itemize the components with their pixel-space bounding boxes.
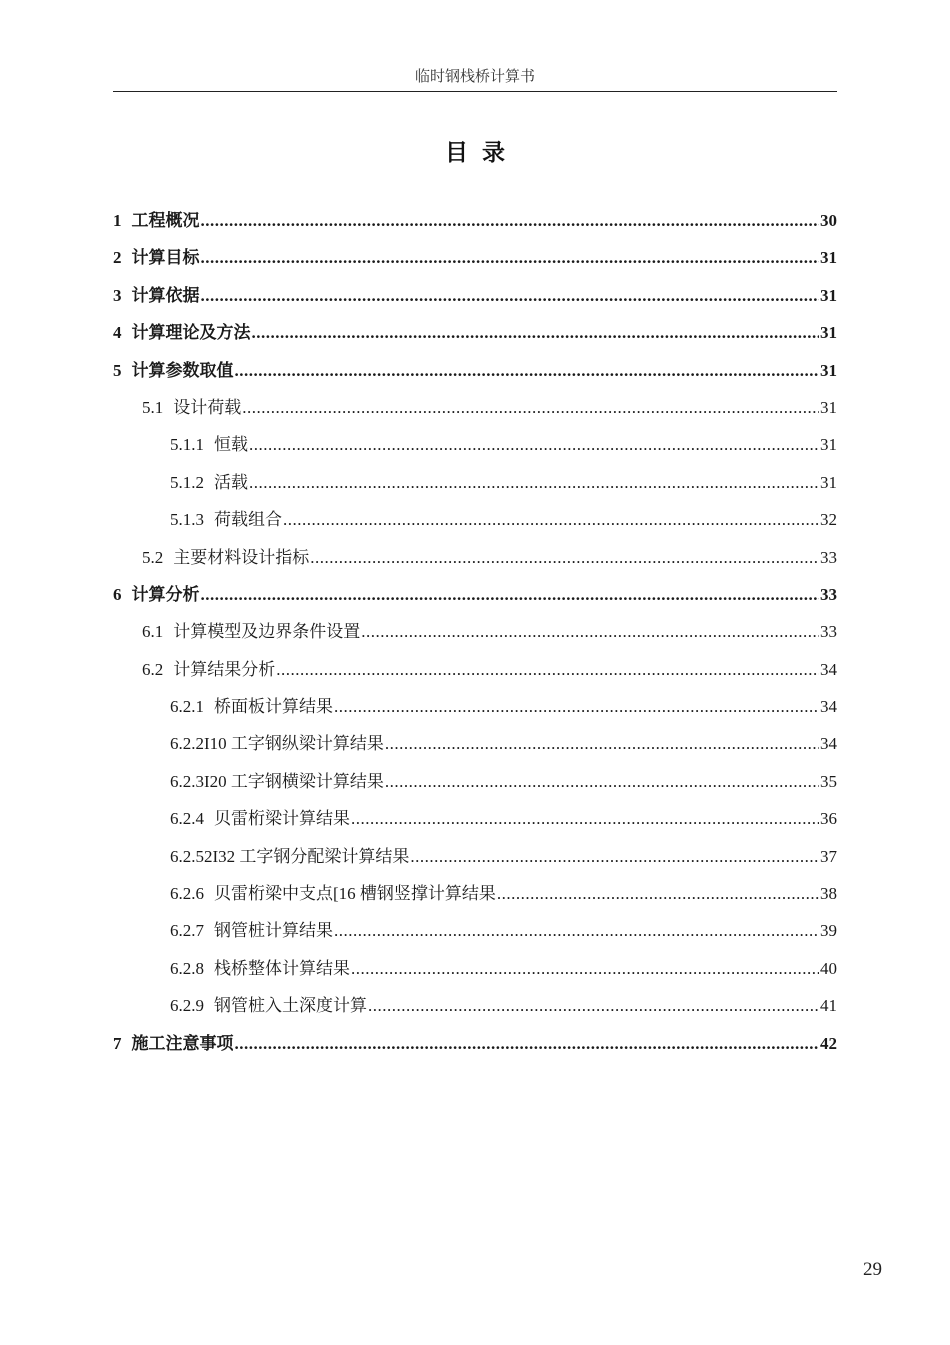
toc-dot-leader <box>361 613 819 650</box>
toc-entry-page: 34 <box>820 697 837 717</box>
toc-entry-number: 5.2 <box>142 547 164 567</box>
toc-dot-leader <box>242 389 819 426</box>
toc-entry-number: 6.2.8 <box>170 958 204 978</box>
toc-entry-page: 34 <box>820 659 837 679</box>
toc-entry-number: 5.1.3 <box>170 510 204 530</box>
toc-entry-title: 计算理论及方法 <box>131 323 251 343</box>
toc-entry-number: 1 <box>113 211 122 230</box>
toc-dot-leader <box>201 202 820 239</box>
toc-dot-leader <box>351 950 819 987</box>
toc-dot-leader <box>334 688 819 725</box>
toc-entry[interactable] <box>113 426 837 463</box>
toc-entry-page: 37 <box>820 846 837 866</box>
toc-dot-leader <box>276 651 819 688</box>
toc-entry[interactable] <box>113 987 837 1024</box>
toc-entry[interactable] <box>113 950 837 987</box>
toc-entry-page: 31 <box>820 248 837 268</box>
toc-entry[interactable] <box>113 352 837 389</box>
toc-entry[interactable] <box>113 277 837 314</box>
toc-entry-number: 2 <box>113 248 122 268</box>
toc-entry-title: 栈桥整体计算结果 <box>214 958 350 978</box>
toc-dot-leader <box>497 875 819 912</box>
toc-entry-title: 设计荷载 <box>173 397 242 417</box>
toc-dot-leader <box>235 352 820 389</box>
toc-entry-title: 计算目标 <box>131 248 200 268</box>
toc-entry-title: 主要材料设计指标 <box>173 547 310 567</box>
toc-entry-title: 计算分析 <box>131 584 200 604</box>
toc-dot-leader <box>310 539 819 576</box>
toc-entry-page: 36 <box>820 809 837 829</box>
toc-entry[interactable] <box>113 202 837 239</box>
toc-entry-page: 34 <box>820 734 837 754</box>
toc-entry-title: 贝雷桁梁计算结果 <box>214 809 350 829</box>
toc-dot-leader <box>283 501 819 538</box>
toc-entry-number: 6 <box>113 584 122 604</box>
toc-entry-page: 31 <box>820 435 837 455</box>
toc-entry-page: 31 <box>820 472 837 492</box>
page-number: 29 <box>863 1259 882 1280</box>
toc-dot-leader <box>334 912 819 949</box>
toc-dot-leader <box>249 464 819 501</box>
toc-entry-number: 5.1.2 <box>170 472 204 492</box>
toc-dot-leader <box>201 277 820 314</box>
toc-entry-page: 33 <box>820 547 837 567</box>
toc-entry-page: 42 <box>820 1033 837 1053</box>
toc-entry-number: 6.2 <box>142 659 164 679</box>
toc-entry[interactable] <box>113 389 837 426</box>
toc-entry-number: 6.2.7 <box>170 921 204 941</box>
toc-title: 目录 <box>445 140 519 165</box>
toc-entry-number: 6.1 <box>142 622 164 642</box>
toc-entry-page: 31 <box>820 397 837 417</box>
toc-entry-title: I20 工字钢横梁计算结果 <box>204 771 384 791</box>
toc-entry-title: 活载 <box>214 472 248 492</box>
toc-entry-page: 39 <box>820 921 837 941</box>
toc-entry-number: 5 <box>113 360 122 380</box>
toc-entry-number: 6.2.4 <box>170 809 204 829</box>
toc-entry[interactable] <box>113 576 837 613</box>
toc-entry[interactable] <box>113 688 837 725</box>
toc-entry-number: 6.2.1 <box>170 697 204 717</box>
toc-entry[interactable] <box>113 613 837 650</box>
toc-entry-page: 31 <box>820 360 837 380</box>
toc-entry-page: 33 <box>820 622 837 642</box>
toc-entry-title: 钢管桩入土深度计算 <box>214 996 367 1016</box>
toc-dot-leader <box>249 426 819 463</box>
toc-entry-page: 31 <box>820 323 837 343</box>
toc-entry-title: 计算参数取值 <box>131 360 234 380</box>
toc-dot-leader <box>252 314 820 351</box>
toc-entry-title: 钢管桩计算结果 <box>214 921 333 941</box>
toc-entry-title: 施工注意事项 <box>131 1033 234 1053</box>
toc-entry-page: 41 <box>820 996 837 1016</box>
toc-entry-title: 计算模型及边界条件设置 <box>173 622 361 642</box>
toc-entry-number: 6.2.5 <box>170 846 204 866</box>
toc-entry[interactable] <box>113 314 837 351</box>
toc-entry-page: 30 <box>820 211 837 230</box>
toc-entry-title: 恒载 <box>214 435 248 455</box>
toc-entry-title: 荷载组合 <box>214 510 282 530</box>
toc-entry-number: 3 <box>113 285 122 305</box>
toc-entry-number: 5.1.1 <box>170 435 204 455</box>
toc-dot-leader <box>385 763 819 800</box>
running-header <box>113 66 837 92</box>
toc-entry-title: 工程概况 <box>131 211 200 230</box>
toc-entry-title: 2I32 工字钢分配梁计算结果 <box>204 846 410 866</box>
toc-entry[interactable] <box>113 651 837 688</box>
toc-entry[interactable] <box>113 800 837 837</box>
toc-dot-leader <box>385 725 819 762</box>
toc-entry[interactable] <box>113 464 837 501</box>
toc-entry-title: 计算依据 <box>131 285 200 305</box>
toc-entry[interactable] <box>113 838 837 875</box>
toc-entry-page: 40 <box>820 958 837 978</box>
toc-entry[interactable] <box>113 763 837 800</box>
toc-entry-number: 6.2.3 <box>170 771 204 791</box>
toc-entry-title: 贝雷桁梁中支点[16 槽钢竖撑计算结果 <box>214 884 496 904</box>
toc-entry[interactable] <box>113 875 837 912</box>
toc-dot-leader <box>201 576 820 613</box>
toc-list <box>113 202 837 1062</box>
toc-entry[interactable] <box>113 539 837 576</box>
toc-entry-number: 6.2.2 <box>170 734 204 754</box>
toc-entry[interactable] <box>113 1025 837 1062</box>
toc-entry-number: 5.1 <box>142 397 164 417</box>
toc-dot-leader <box>201 239 820 276</box>
toc-entry-number: 6.2.9 <box>170 996 204 1016</box>
toc-entry-title: 计算结果分析 <box>173 659 276 679</box>
toc-entry[interactable] <box>113 239 837 276</box>
toc-entry[interactable] <box>113 725 837 762</box>
toc-entry[interactable] <box>113 912 837 949</box>
toc-dot-leader <box>368 987 819 1024</box>
toc-entry[interactable] <box>113 501 837 538</box>
toc-entry-page: 31 <box>820 285 837 305</box>
toc-entry-page: 35 <box>820 771 837 791</box>
toc-entry-page: 38 <box>820 884 837 904</box>
toc-entry-number: 4 <box>113 323 122 343</box>
running-header-title: 临时钢栈桥计算书 <box>414 69 535 85</box>
toc-dot-leader <box>235 1025 820 1062</box>
toc-entry-title: 桥面板计算结果 <box>214 697 333 717</box>
toc-entry-number: 6.2.6 <box>170 884 204 904</box>
toc-entry-number: 7 <box>113 1033 122 1053</box>
toc-entry-title: I10 工字钢纵梁计算结果 <box>204 734 384 754</box>
toc-dot-leader <box>410 838 819 875</box>
toc-dot-leader <box>351 800 819 837</box>
toc-entry-page: 33 <box>820 584 837 604</box>
toc-entry-page: 32 <box>820 510 837 530</box>
